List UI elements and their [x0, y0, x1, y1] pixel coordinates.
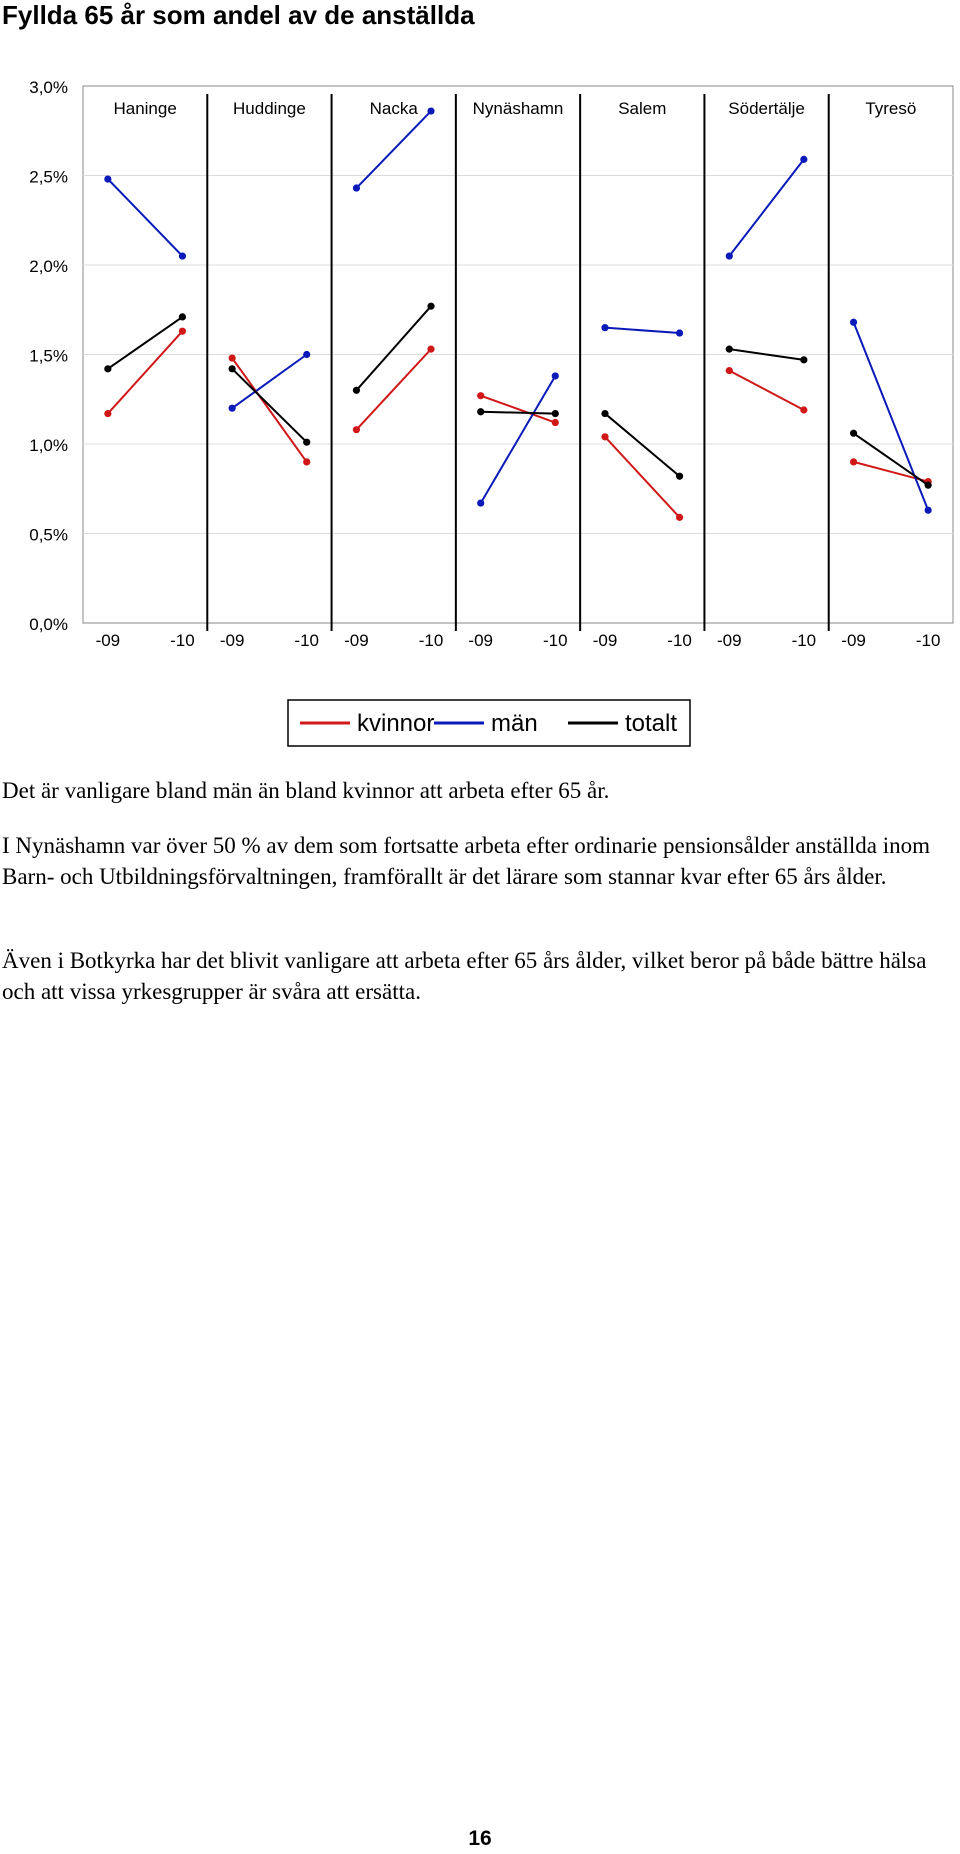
- data-point: [229, 405, 236, 412]
- paragraph-botkyrka: Även i Botkyrka har det blivit vanligare att arbeta efter 65 års ålder, vilket beror på både bättre hälsa och att vissa yrkesgrupper är svåra att ersätta.: [2, 948, 927, 1004]
- data-point: [427, 107, 434, 114]
- legend-label: män: [491, 710, 538, 737]
- data-point: [925, 507, 932, 514]
- y-tick-label: 2,0%: [29, 257, 68, 276]
- panel-label: Södertälje: [728, 99, 805, 118]
- data-point: [303, 458, 310, 465]
- x-tick-label: -09: [344, 631, 369, 650]
- data-point: [477, 408, 484, 415]
- y-tick-label: 2,5%: [29, 167, 68, 187]
- data-point: [601, 324, 608, 331]
- x-tick-label: -09: [716, 631, 742, 650]
- data-point: [104, 365, 111, 372]
- data-point: [850, 319, 857, 326]
- data-point: [179, 328, 186, 335]
- chart: [0, 40, 960, 755]
- data-point: [726, 367, 733, 374]
- x-tick-label: -10: [791, 631, 817, 650]
- data-point: [229, 365, 236, 372]
- data-point: [104, 175, 111, 182]
- page-number: 16: [468, 1827, 492, 1850]
- data-point: [925, 482, 932, 489]
- data-point: [676, 473, 683, 480]
- data-point: [726, 346, 733, 353]
- data-point: [726, 252, 733, 259]
- panel-label: Salem: [618, 99, 667, 118]
- data-point: [477, 392, 484, 399]
- data-point: [229, 354, 236, 361]
- x-tick-label: -10: [418, 631, 444, 650]
- y-tick-label: 1,0%: [29, 436, 68, 455]
- legend-label: totalt: [625, 710, 678, 737]
- data-point: [850, 430, 857, 437]
- data-point: [427, 303, 434, 310]
- data-point: [353, 184, 360, 191]
- data-point: [179, 313, 186, 320]
- data-point: [179, 252, 186, 259]
- data-point: [303, 351, 310, 358]
- data-point: [104, 410, 111, 417]
- x-tick-label: -10: [667, 631, 692, 650]
- panel-label: Tyresö: [865, 99, 917, 118]
- x-tick-label: -10: [542, 631, 568, 650]
- data-point: [552, 419, 559, 426]
- legend-label: kvinnor: [357, 710, 435, 737]
- y-tick-label: 0,5%: [29, 525, 68, 545]
- data-point: [477, 499, 484, 506]
- data-point: [353, 426, 360, 433]
- data-point: [800, 156, 807, 163]
- data-point: [676, 514, 683, 521]
- y-tick-label: 3,0%: [29, 78, 68, 97]
- chart-title: Fyllda 65 år som andel av de anställda: [2, 0, 475, 30]
- x-tick-label: -09: [468, 631, 494, 650]
- data-point: [800, 356, 807, 363]
- x-tick-label: -09: [841, 631, 866, 650]
- paragraph-men-vs-women: Det är vanligare bland män än bland kvinnor att arbeta efter 65 år.: [2, 778, 610, 803]
- panel-label: Nynäshamn: [472, 99, 564, 118]
- data-point: [552, 410, 559, 417]
- data-point: [552, 372, 559, 379]
- data-point: [676, 329, 683, 336]
- panel-label: Haninge: [113, 99, 177, 118]
- y-tick-label: 0,0%: [29, 615, 68, 634]
- x-tick-label: -10: [170, 631, 195, 650]
- data-point: [601, 410, 608, 417]
- x-tick-label: -09: [219, 631, 245, 650]
- x-tick-label: -10: [915, 631, 941, 650]
- y-tick-label: 1,5%: [29, 346, 68, 366]
- data-point: [601, 433, 608, 440]
- panel-label: Huddinge: [233, 99, 306, 118]
- paragraph-nynashamn: I Nynäshamn var över 50 % av dem som fortsatte arbeta efter ordinarie pensionsålder anställda inom Barn- och Utbildningsförvaltningen, framförallt är det lärare som stannar kvar efter 65 års ålder.: [2, 833, 930, 889]
- data-point: [800, 406, 807, 413]
- x-tick-label: -09: [95, 631, 121, 650]
- data-point: [303, 439, 310, 446]
- x-tick-label: -09: [592, 631, 618, 650]
- panel-label: Nacka: [369, 99, 418, 118]
- data-point: [353, 387, 360, 394]
- data-point: [850, 458, 857, 465]
- x-tick-label: -10: [294, 631, 320, 650]
- data-point: [427, 346, 434, 353]
